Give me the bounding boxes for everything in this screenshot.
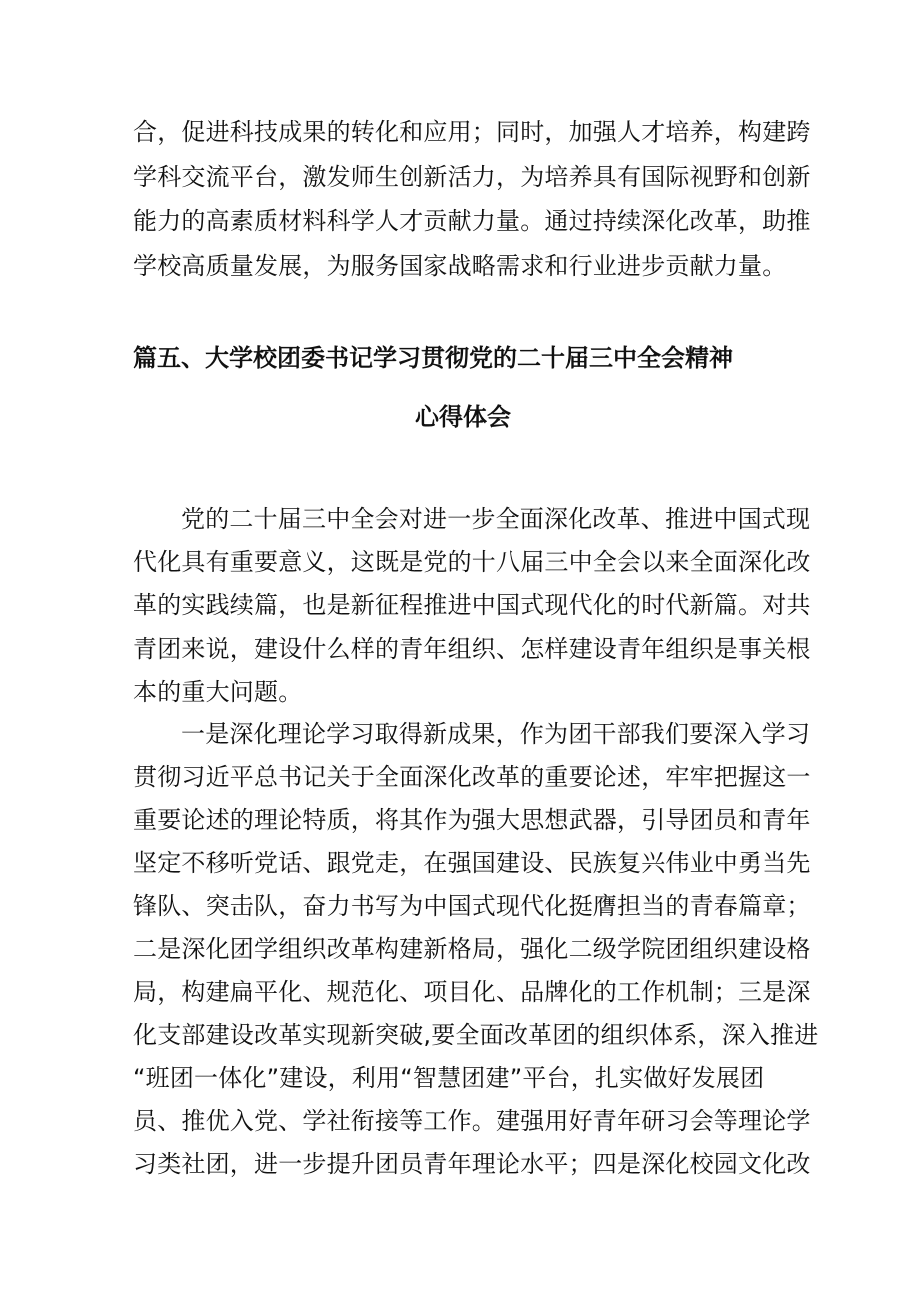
text-line: 学校高质量发展，为服务国家战略需求和行业进步贡献力量。 xyxy=(133,252,787,280)
text-line: 重要论述的理论特质，将其作为强大思想武器，引导团员和青年 xyxy=(133,806,811,834)
text-line: 能力的高素质材料科学人才贡献力量。通过持续深化改革，助推 xyxy=(133,207,811,235)
text-line: 革的实践续篇，也是新征程推进中国式现代化的时代新篇。对共 xyxy=(133,591,811,619)
text-line: 贯彻习近平总书记关于全面深化改革的重要论述，牢牢把握这一 xyxy=(133,763,811,791)
text-line: 本的重大问题。 xyxy=(133,678,303,706)
text-line: 局，构建扁平化、规范化、项目化、品牌化的工作机制；三是深 xyxy=(133,978,811,1006)
text-line: “班团一体化”建设，利用“智慧团建”平台，扎实做好发展团 xyxy=(133,1064,765,1092)
text-line: 习类社团，进一步提升团员青年理论水平；四是深化校园文化改 xyxy=(133,1150,811,1178)
text-line: 锋队、突击队，奋力书写为中国式现代化挺膺担当的青春篇章； xyxy=(133,892,811,920)
text-line: 学科交流平台，激发师生创新活力，为培养具有国际视野和创新 xyxy=(133,163,811,191)
text-line: 合，促进科技成果的转化和应用；同时，加强人才培养，构建跨 xyxy=(133,118,811,146)
section-title-line-1: 篇五、大学校团委书记学习贯彻党的二十届三中全会精神 xyxy=(133,344,733,372)
text-line: 党的二十届三中全会对进一步全面深化改革、推进中国式现 xyxy=(181,505,811,533)
text-line: 青团来说，建设什么样的青年组织、怎样建设青年组织是事关根 xyxy=(133,635,811,663)
text-line: 代化具有重要意义，这既是党的十八届三中全会以来全面深化改 xyxy=(133,548,811,576)
text-line: 坚定不移听党话、跟党走，在强国建设、民族复兴伟业中勇当先 xyxy=(133,849,811,877)
text-line: 化支部建设改革实现新突破,要全面改革团的组织体系，深入推进 xyxy=(133,1021,819,1049)
text-line: 一是深化理论学习取得新成果，作为团干部我们要深入学习 xyxy=(181,720,811,748)
section-title-line-2: 心得体会 xyxy=(415,403,511,431)
text-line: 二是深化团学组织改革构建新格局，强化二级学院团组织建设格 xyxy=(133,935,811,963)
text-line: 员、推优入党、学社衔接等工作。建强用好青年研习会等理论学 xyxy=(133,1107,811,1135)
